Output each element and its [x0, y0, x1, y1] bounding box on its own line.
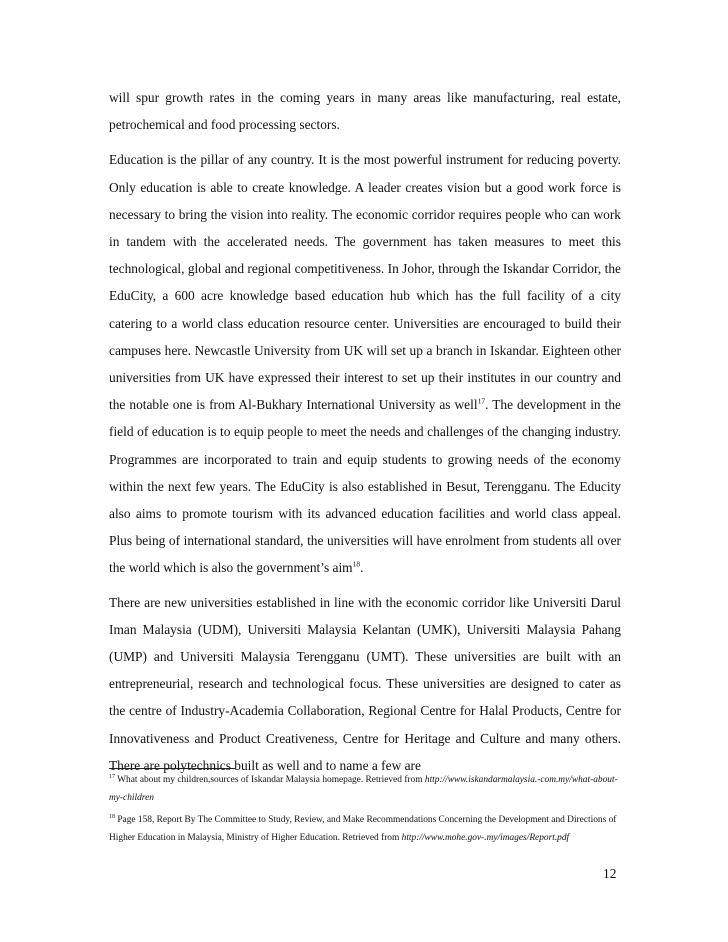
footnote-text: What about my children,sources of Iskandar Malaysia homepage. Retrieved from: [115, 775, 425, 785]
footnote-ref-18[interactable]: 18: [352, 559, 361, 569]
footnote-ref-17[interactable]: 17: [477, 396, 486, 406]
paragraph-education: [109, 146, 621, 581]
footnote-link[interactable]: http://www.iskandarmalaysia.-com.my/what-about-my-children: [109, 775, 618, 803]
footnote-link[interactable]: http://www.mohe.gov-.my/images/Report.pdf: [401, 833, 570, 843]
page-number: 12: [603, 866, 617, 881]
footnote-number: 18: [109, 813, 115, 820]
footnote-number: 17: [109, 773, 115, 780]
footnote-text: Page 158, Report By The Committee to Study, Review, and Make Recommendations Concerning the Development and Directions of Higher Education in Malaysia, Ministry of Higher Education. Retrieved from: [109, 815, 617, 843]
page-body: [109, 84, 621, 779]
footnote-separator: [109, 768, 235, 769]
paragraph-universities: There are new universities established in line with the economic corridor like Universiti Darul Iman Malaysia (UDM), Universiti Malaysia Kelantan (UMK), Universiti Malaysia Pahang (UMP) and Universiti Malaysia Terengganu (UMT). These universities are built with an entrepreneurial, research and technological focus. These universities are designed to cater as the centre of Industry-Academia Collaboration, Regional Centre for Halal Products, Centre for Innovativeness and Product Creativeness, Centre for Heritage and Culture and many others. There are polytechnics built as well and to name a few are: [109, 594, 621, 773]
paragraph-education-text-2: . The development in the field of education is to equip people to meet the needs and challenges of the changing industry. Programmes are incorporated to train and equip students to growing needs of the economy within the next few years. The EduCity is also established in Besut, Terengganu. The Educity also aims to promote tourism with its advanced education facilities and world class appeal. Plus being of international standard, the universities will have enrolment from students all over the world which is also the government’s aim: [109, 397, 621, 576]
footnote-18: [109, 811, 621, 847]
paragraph-education-text-3: .: [360, 560, 364, 576]
footnote-17: [109, 771, 621, 807]
paragraph-education-text-1: Education is the pillar of any country. It is the most powerful instrument for reducing poverty. Only education is able to create knowledge. A leader creates vision but a good work force is necessary to bring the vision into reality. The economic corridor requires people who can work in tandem with the accelerated needs. The government has taken measures to meet this technological, global and regional competitiveness. In Johor, through the Iskandar Corridor, the EduCity, a 600 acre knowledge based education hub which has the full facility of a city catering to a world class education resource center. Universities are encouraged to build their campuses here. Newcastle University from UK will set up a branch in Iskandar. Eighteen other universities from UK have expressed their interest to set up their institutes in our country and the notable one is from Al-Bukhary International University as well: [109, 152, 621, 413]
paragraph-continuation: will spur growth rates in the coming years in many areas like manufacturing, real estate, petrochemical and food processing sectors.: [109, 90, 621, 133]
